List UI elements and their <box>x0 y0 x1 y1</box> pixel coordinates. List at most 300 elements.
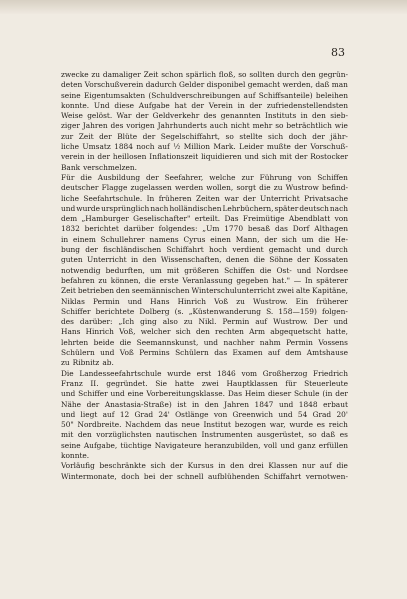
text-line <box>61 297 348 307</box>
word: ausgerüstet, <box>257 430 304 440</box>
word: Der <box>313 317 328 327</box>
word: mit <box>279 152 292 162</box>
word: besaß <box>247 224 271 234</box>
word: zwei <box>276 286 294 296</box>
word: bezogen <box>234 420 267 430</box>
word: Gelder <box>179 80 205 90</box>
word: es <box>339 430 348 440</box>
word: einem <box>72 234 96 244</box>
word: den <box>230 461 244 471</box>
word: dieser <box>267 389 292 399</box>
word: „Küstenwanderung <box>188 306 261 316</box>
word: auf <box>255 317 268 327</box>
word: 1832 <box>61 224 80 234</box>
word: Voß <box>214 296 229 306</box>
word: hat <box>174 100 187 110</box>
word: daß <box>321 430 336 440</box>
word: Hinrich <box>85 327 114 337</box>
word: dem <box>61 214 78 224</box>
word: welcher <box>140 327 171 337</box>
word: Ostlänge <box>175 409 209 419</box>
word: zugelassen <box>130 183 172 193</box>
word: Kursus <box>187 461 214 471</box>
word: die <box>144 275 156 285</box>
word: Amtshause <box>306 348 348 358</box>
word: Schiffen <box>317 172 348 182</box>
word: berichtet <box>84 224 119 234</box>
word: sich <box>281 234 297 244</box>
text-line <box>61 121 348 131</box>
word: abgequetscht <box>270 327 321 337</box>
word: so <box>308 430 317 440</box>
word: drei <box>248 461 264 471</box>
word: wurde <box>167 368 191 378</box>
word: Vossens <box>318 337 348 347</box>
word: Schiffahrt <box>166 245 204 255</box>
word: die <box>318 234 330 244</box>
word: das <box>214 348 228 358</box>
word: erst <box>196 368 212 378</box>
word: hoch <box>208 245 228 255</box>
word: in <box>131 255 139 265</box>
word: guten <box>61 255 83 265</box>
word: die <box>336 461 348 471</box>
word: noch <box>136 142 155 152</box>
word: in <box>300 111 308 121</box>
word: folgen- <box>321 306 348 316</box>
text-line <box>61 348 348 358</box>
word: Wissenschaften, <box>160 255 222 265</box>
word: — <box>293 275 302 285</box>
word: der <box>264 234 277 244</box>
word: der <box>170 461 183 471</box>
word: liquidieren <box>201 152 242 162</box>
word: Vorschußverein <box>84 80 144 90</box>
word: (Schuldverschreibungen <box>148 90 241 100</box>
word: den <box>195 327 210 337</box>
word: schnell <box>176 471 204 481</box>
word: Abendblatt <box>288 214 331 224</box>
word: und <box>203 337 219 347</box>
word: durch <box>277 70 300 79</box>
text-line <box>61 327 348 337</box>
word: seine <box>61 440 81 450</box>
word: nur <box>302 461 316 471</box>
word: Ausbildung <box>97 172 141 182</box>
word: Sie <box>155 378 168 388</box>
word: Nachdem <box>125 420 162 430</box>
word: beide <box>93 337 115 347</box>
word: einen <box>210 234 231 244</box>
word: auch <box>209 121 228 131</box>
text-line <box>61 358 348 368</box>
word: erteilt. <box>194 214 221 224</box>
word: Permin <box>92 296 120 306</box>
word: den <box>142 255 157 265</box>
word: Permin <box>222 317 250 327</box>
text-line <box>61 472 348 482</box>
word: tüchtige <box>120 440 152 450</box>
word: „Hamburger <box>81 214 129 224</box>
word: Zeit <box>143 70 159 79</box>
word: Privatsache <box>304 193 348 203</box>
word: gegeben <box>236 275 269 285</box>
word: werden, <box>282 80 313 90</box>
word: deutsch <box>299 203 329 213</box>
word: zu <box>183 317 193 327</box>
word: befahren <box>61 275 95 285</box>
word: seine <box>61 90 81 100</box>
word: vorzüglichsten <box>96 430 152 440</box>
word: nicht <box>230 121 250 131</box>
word: mit <box>61 430 74 440</box>
page-top-shadow <box>0 0 407 14</box>
word: damaliger <box>102 70 141 79</box>
word: gegrün- <box>318 70 348 79</box>
word: welche <box>209 172 236 182</box>
word: Freimütige <box>242 214 285 224</box>
body-text <box>61 70 348 482</box>
word: von <box>334 214 348 224</box>
word: Unterricht <box>260 193 300 203</box>
text-line <box>61 389 348 399</box>
word: verschmelzen. <box>83 162 137 172</box>
word: in <box>237 100 245 110</box>
word: liche <box>61 142 80 152</box>
word: von <box>213 409 228 419</box>
word: wollen, <box>206 183 234 193</box>
word: 20' <box>336 409 348 419</box>
text-line <box>61 461 348 471</box>
word: bedurften, <box>105 265 145 275</box>
text-line <box>61 255 348 265</box>
text-line <box>61 224 348 234</box>
word: wurde <box>289 420 314 430</box>
word: Schülern <box>175 348 209 358</box>
word: Landesseefahrtschule <box>79 368 162 378</box>
word: hat." <box>272 275 291 285</box>
word: Schiffer <box>78 389 108 399</box>
word: 1884 <box>114 142 133 152</box>
word: die <box>253 255 265 265</box>
word: Steuerleute <box>304 378 348 388</box>
word: denen <box>226 255 250 265</box>
word: und <box>61 203 76 213</box>
word: Vorschuß- <box>310 142 348 152</box>
word: berichtete <box>95 306 135 316</box>
word: Permin <box>286 337 313 347</box>
word: der <box>243 193 256 203</box>
word: vorigen <box>126 121 155 131</box>
word: Navigateure <box>154 440 202 450</box>
word: Wintermonate, <box>61 471 117 481</box>
text-line <box>61 317 348 327</box>
word: Segelschiffahrt, <box>160 131 221 141</box>
word: der <box>297 255 310 265</box>
text-line <box>61 194 348 204</box>
word: 1848 <box>298 399 318 409</box>
word: Mark. <box>213 142 236 152</box>
word: die <box>259 265 272 275</box>
word: schon <box>161 70 184 79</box>
text-line <box>61 379 348 389</box>
word: sich <box>261 152 277 162</box>
word: fischländischen <box>103 245 162 255</box>
word: die <box>80 172 92 182</box>
word: und <box>100 348 115 358</box>
word: Die <box>61 368 74 378</box>
word: genannten <box>220 111 261 121</box>
word: Geselischafter" <box>133 214 191 224</box>
word: der <box>86 399 100 409</box>
word: mußte <box>266 142 291 152</box>
word: der <box>294 142 307 152</box>
word: 50" <box>61 420 74 430</box>
word: Instituts <box>264 111 297 121</box>
word: größeren <box>184 265 219 275</box>
word: Flagge <box>101 183 128 193</box>
word: 54 <box>297 409 308 419</box>
text-line <box>61 420 348 430</box>
word: Wustrow. <box>273 317 308 327</box>
word: aufblühenden <box>207 471 260 481</box>
word: befind- <box>321 183 348 193</box>
word: vom <box>241 368 258 378</box>
word: erfüllen <box>318 440 348 450</box>
word: beleihen <box>315 90 348 100</box>
word: zur <box>241 172 254 182</box>
word: voll <box>263 440 278 450</box>
word: gemacht <box>247 80 281 90</box>
word: nautischen <box>155 430 197 440</box>
word: ist <box>177 399 187 409</box>
word: Hans <box>150 296 170 306</box>
word: der <box>142 131 156 141</box>
word: 12 <box>119 409 130 419</box>
text-line <box>61 245 348 255</box>
word: den <box>77 430 92 440</box>
word: und <box>278 409 293 419</box>
word: beschränkte <box>99 461 146 471</box>
word: so <box>275 121 284 131</box>
word: Schülern <box>61 348 95 358</box>
text-line <box>61 369 348 379</box>
word: der <box>335 389 348 399</box>
word: und <box>280 440 295 450</box>
word: in <box>87 152 95 162</box>
word: den <box>312 111 326 121</box>
word: Anastasia-Straße) <box>104 399 172 409</box>
word: auf <box>102 409 115 419</box>
word: daß <box>315 80 330 90</box>
word: Greenwich <box>232 409 274 419</box>
word: hatte, <box>326 327 348 337</box>
word: das <box>164 420 178 430</box>
word: sorgt <box>236 183 256 193</box>
word: deten <box>61 80 83 90</box>
word: darüber: <box>79 317 113 327</box>
word: in <box>218 461 226 471</box>
word: von <box>297 172 312 182</box>
word: Niklas <box>61 296 85 306</box>
word: Instrumenten <box>201 430 253 440</box>
word: können, <box>110 275 141 285</box>
word: In <box>146 193 155 203</box>
word: so <box>225 131 234 141</box>
word: der <box>294 152 308 162</box>
word: disponibel <box>206 80 246 90</box>
word: heillosen <box>112 152 147 162</box>
word: konnte. <box>61 450 90 460</box>
word: Söhne <box>269 255 293 265</box>
text-line <box>61 163 348 173</box>
word: Vorbereitungsklasse. <box>146 389 225 399</box>
word: rechten <box>215 327 244 337</box>
word: ging <box>140 317 157 327</box>
text-line <box>61 338 348 348</box>
text-line <box>61 173 348 183</box>
word: 1847 <box>254 399 274 409</box>
word: alte <box>295 286 311 296</box>
word: Bank <box>61 162 81 172</box>
word: das <box>274 224 288 234</box>
word: Schiffen <box>224 265 255 275</box>
word: 24' <box>158 409 170 419</box>
word: den <box>116 286 130 296</box>
text-line <box>61 204 348 214</box>
word: Schiffer <box>61 306 91 316</box>
word: Nikl. <box>198 317 217 327</box>
word: Wustrow <box>285 183 319 193</box>
word: und <box>110 389 125 399</box>
word: Seemannskunst, <box>136 337 199 347</box>
word: Arm <box>249 327 266 337</box>
word: darüber <box>123 224 154 234</box>
word: so <box>238 70 247 79</box>
word: die <box>119 337 132 347</box>
word: wurde <box>76 203 101 213</box>
word: der <box>191 100 205 110</box>
word: auf <box>157 142 170 152</box>
word: Schule <box>293 389 320 399</box>
word: den <box>301 70 316 79</box>
word: seemännischen <box>131 286 190 296</box>
word: zu <box>236 296 245 306</box>
word: spärlich <box>185 70 216 79</box>
word: sich <box>175 327 191 337</box>
word: S. <box>266 306 274 316</box>
text-line <box>61 214 348 224</box>
word: In <box>304 275 313 285</box>
word: Vorläufig <box>61 461 95 471</box>
word: Geldverkehr <box>152 111 200 121</box>
word: Das <box>227 389 242 399</box>
word: Schiffahrt <box>263 471 302 481</box>
text-line <box>61 266 348 276</box>
word: folgendes: <box>158 224 198 234</box>
word: für <box>285 378 297 388</box>
word: und <box>61 409 76 419</box>
word: und <box>127 296 143 306</box>
word: Veranlassung <box>182 275 233 285</box>
word: War <box>116 111 132 121</box>
word: Großherzog <box>262 368 308 378</box>
word: Ost- <box>276 265 292 275</box>
word: Voß <box>119 348 134 358</box>
word: reich <box>328 420 348 430</box>
text-line <box>61 430 348 440</box>
word: II. <box>90 378 99 388</box>
word: Rostocker <box>310 152 348 162</box>
text-line <box>61 91 348 101</box>
word: und <box>306 245 321 255</box>
word: des <box>61 317 74 327</box>
word: Jahren <box>224 399 249 409</box>
word: zu <box>61 358 70 368</box>
word: ½ <box>173 142 181 152</box>
word: Zeiten <box>195 193 220 203</box>
word: mehr <box>252 121 273 131</box>
word: der <box>85 245 98 255</box>
word: Jahrhunderts <box>157 121 207 131</box>
word: Million <box>183 142 210 152</box>
word: gegründet. <box>106 378 148 388</box>
word: in <box>61 234 69 244</box>
word: hatte <box>174 378 195 388</box>
word: Für <box>61 172 75 182</box>
word: jähr- <box>330 131 348 141</box>
word: Wustrow. <box>252 296 288 306</box>
word: den <box>204 399 219 409</box>
word: gemacht <box>268 245 302 255</box>
word: konnte. <box>61 100 90 110</box>
word: diese <box>114 100 134 110</box>
word: war, <box>269 420 286 430</box>
word: früheren <box>158 193 192 203</box>
text-line <box>61 451 348 461</box>
word: Lehrbüchern, <box>222 203 274 213</box>
word: Nordbreite. <box>77 420 122 430</box>
word: Eigentumsakten <box>83 90 146 100</box>
word: auf <box>268 348 280 358</box>
word: und <box>333 317 348 327</box>
word: holländischen <box>169 203 222 213</box>
word: der <box>249 100 263 110</box>
word: Institut <box>203 420 231 430</box>
word: Grad <box>312 409 332 419</box>
word: zwei <box>201 378 219 388</box>
word: Dorf <box>292 224 310 234</box>
word: doch <box>288 131 307 141</box>
word: der <box>312 131 325 141</box>
word: beträchtlich <box>286 121 332 131</box>
word: Schullehrer <box>100 234 145 244</box>
word: zu <box>98 275 108 285</box>
word: der <box>97 152 111 162</box>
word: liegt <box>80 409 98 419</box>
word: Klassen <box>268 461 298 471</box>
word: früherer <box>316 296 348 306</box>
word: der <box>99 131 112 141</box>
word: zwecke <box>61 70 89 79</box>
word: der <box>135 111 149 121</box>
word: in <box>192 399 200 409</box>
word: notwendig <box>61 265 101 275</box>
word: 1846 <box>216 368 236 378</box>
word: Ribnitz <box>72 358 100 368</box>
word: Hans <box>61 327 81 337</box>
word: stellte <box>239 131 263 141</box>
